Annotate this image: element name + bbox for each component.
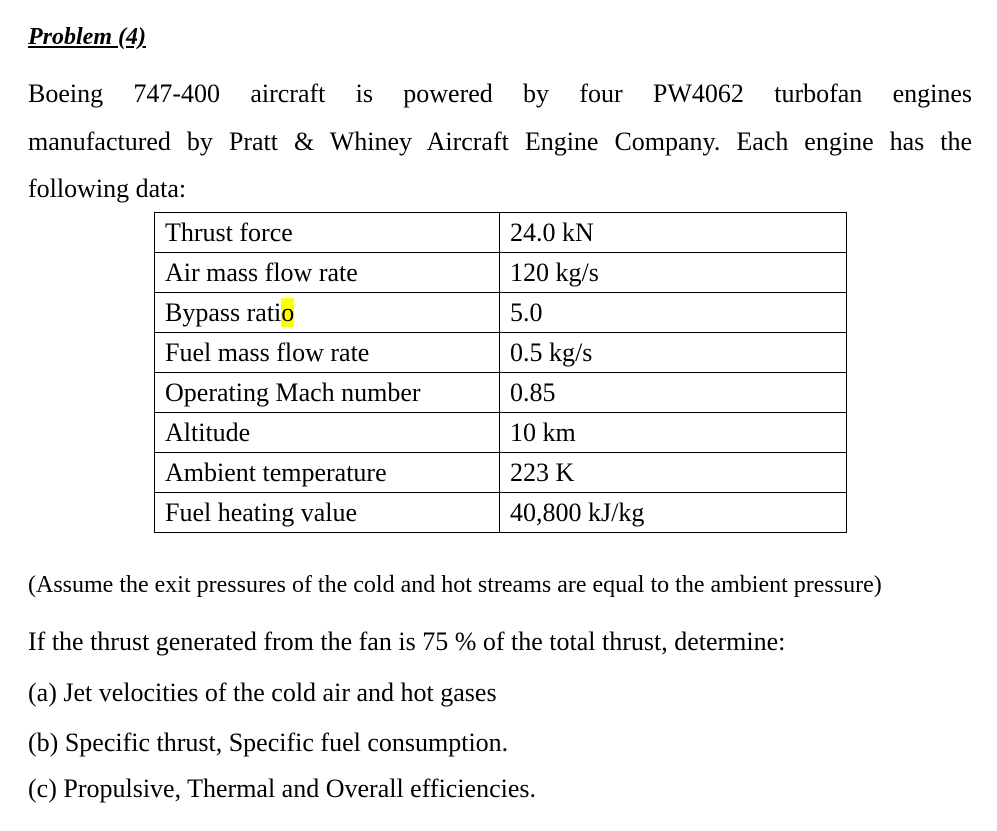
parameter-label: Bypass rati <box>165 297 282 327</box>
question-a: (a) Jet velocities of the cold air and hot gases <box>28 678 497 707</box>
table-row <box>155 333 847 373</box>
value-cell: 223 K <box>500 453 847 493</box>
table-row <box>155 293 847 333</box>
value-cell: 40,800 kJ/kg <box>500 493 847 533</box>
value-cell: 5.0 <box>500 293 847 333</box>
question-b: (b) Specific thrust, Specific fuel consumption. <box>28 728 509 757</box>
parameter-cell: Altitude <box>155 413 500 453</box>
parameter-cell: Thrust force <box>155 213 500 253</box>
parameter-cell <box>155 293 500 333</box>
value-cell: 10 km <box>500 413 847 453</box>
table-row <box>155 373 847 413</box>
value-cell: 120 kg/s <box>500 253 847 293</box>
table-row <box>155 493 847 533</box>
engine-data-table <box>154 212 847 533</box>
text-highlight: o <box>281 297 295 327</box>
value-cell: 24.0 kN <box>500 213 847 253</box>
problem-title: Problem (4) <box>28 24 146 50</box>
table-row <box>155 453 847 493</box>
table-row <box>155 213 847 253</box>
intro-line-2: manufactured by Pratt & Whiney Aircraft Engine Company. Each engine has the <box>28 126 972 156</box>
table-row <box>155 253 847 293</box>
question-intro: If the thrust generated from the fan is 75 % of the total thrust, determine: <box>28 627 786 656</box>
parameter-cell: Ambient temperature <box>155 453 500 493</box>
assumption-note: (Assume the exit pressures of the cold and hot streams are equal to the ambient pressure) <box>28 572 882 598</box>
table-row <box>155 413 847 453</box>
parameter-cell: Air mass flow rate <box>155 253 500 293</box>
intro-paragraph <box>28 70 972 213</box>
question-c: (c) Propulsive, Thermal and Overall efficiencies. <box>28 774 537 803</box>
value-cell: 0.5 kg/s <box>500 333 847 373</box>
value-cell: 0.85 <box>500 373 847 413</box>
parameter-cell: Fuel heating value <box>155 493 500 533</box>
intro-line-1: Boeing 747-400 aircraft is powered by four PW4062 turbofan engines <box>28 79 972 108</box>
parameter-cell: Operating Mach number <box>155 373 500 413</box>
parameter-cell: Fuel mass flow rate <box>155 333 500 373</box>
intro-line-3: following data: <box>28 174 187 203</box>
